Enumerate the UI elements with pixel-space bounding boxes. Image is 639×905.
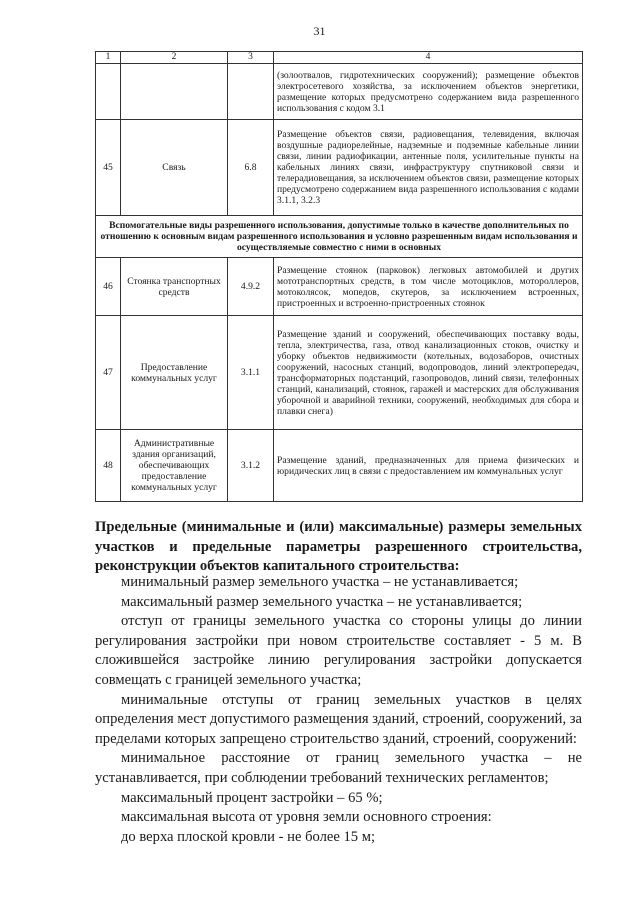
header-cell: 1: [96, 52, 121, 64]
row-number: [96, 64, 121, 120]
header-cell: 4: [274, 52, 583, 64]
paragraph: максимальный процент застройки – 65 %;: [121, 789, 383, 806]
paragraph: минимальные отступы от границ земельных участков в целях определения мест допустимого размещения зданий, строений, сооружений, за пределами которых запрещено строительство зданий, строений, сооружений:: [95, 691, 583, 747]
use-type-name: Предоставление коммунальных услуг: [121, 316, 228, 430]
table-row: [96, 64, 583, 120]
paragraph: до верха плоской кровли - не более 15 м;: [121, 828, 376, 845]
page-number: 31: [313, 24, 326, 38]
paragraph: максимальная высота от уровня земли основного строения:: [121, 809, 492, 826]
land-use-table: [95, 51, 583, 502]
use-type-code: [228, 64, 274, 120]
use-type-name: Административные здания организаций, обеспечивающих предоставление коммунальных услуг: [121, 430, 228, 502]
table-row: [96, 316, 583, 430]
parameters-text: [95, 573, 582, 847]
use-type-description: (золоотвалов, гидротехнических сооружений); размещение объектов электросетевого хозяйства, за исключением объектов энергетики, размещение которых предусмотрено содержанием вида разрешенного использования с кодом 3.1: [274, 64, 583, 120]
use-type-name: Связь: [121, 120, 228, 216]
row-number: 48: [96, 430, 121, 502]
use-type-description: Размещение зданий и сооружений, обеспечивающих поставку воды, тепла, электричества, газа, отвод канализационных стоков, очистку и уборку объектов недвижимости (котельных, водозаборов, очистных сооружений, насосных станций, водопроводов, линий электропередач, трансформаторных подстанций, газопроводов, линий связи, телефонных станций, канализаций, стоянок, гаражей и мастерских для обслуживания уборочной и аварийной техники, сооружений, необходимых для сбора и плавки снега): [274, 316, 583, 430]
use-type-description: Размещение объектов связи, радиовещания, телевидения, включая воздушные радиорелейные, надземные и подземные кабельные линии связи, линии радиофикации, антенные поля, усилительные пункты на кабельных линиях связи, инфраструктуру спутниковой связи и телерадиовещания, за исключением объектов связи, размещение которых предусмотрено содержанием вида разрешенного использования с кодами 3.1.1, 3.2.3: [274, 120, 583, 216]
use-type-name: [121, 64, 228, 120]
use-type-description: Размещение зданий, предназначенных для приема физических и юридических лиц в связи с предоставлением им коммунальных услуг: [274, 430, 583, 502]
use-type-code: 3.1.2: [228, 430, 274, 502]
use-type-name: Стоянка транспортных средств: [121, 258, 228, 316]
use-type-code: 3.1.1: [228, 316, 274, 430]
row-number: 47: [96, 316, 121, 430]
section-band-row: [96, 216, 583, 258]
table-header-row: [96, 52, 583, 64]
section-band-text: Вспомогательные виды разрешенного использования, допустимые только в качестве дополнительных по отношению к основным видам разрешенного использования и условно разрешенным видам использования и осуществляемые совместно с ними в основных: [96, 216, 583, 258]
use-type-code: 4.9.2: [228, 258, 274, 316]
table-row: [96, 430, 583, 502]
paragraph: максимальный размер земельного участка – не устанавливается;: [121, 593, 523, 610]
section-heading: Предельные (минимальные и (или) максимальные) размеры земельных участков и предельные параметры разрешенного строительства, реконструкции объектов капитального строительства:: [95, 519, 582, 574]
row-number: 46: [96, 258, 121, 316]
table-row: [96, 120, 583, 216]
row-number: 45: [96, 120, 121, 216]
paragraph: минимальное расстояние от границ земельного участка – не устанавливается, при соблюдении требований технических регламентов;: [95, 750, 582, 786]
table-row: [96, 258, 583, 316]
paragraph: минимальный размер земельного участка – не устанавливается;: [121, 574, 519, 590]
paragraph: отступ от границы земельного участка со стороны улицы до линии регулирования застройки при новом строительстве составляет - 5 м. В сложившейся застройке линию регулирования застройки допускается совмещать с границей земельного участка;: [95, 613, 582, 688]
use-type-description: Размещение стоянок (парковок) легковых автомобилей и других мототранспортных средств, в том числе мотоциклов, мотороллеров, мотоколясок, мопедов, скутеров, за исключением встроенных, пристроенных и встроенно-пристроенных стоянок: [274, 258, 583, 316]
header-cell: 3: [228, 52, 274, 64]
use-type-code: 6.8: [228, 120, 274, 216]
header-cell: 2: [121, 52, 228, 64]
